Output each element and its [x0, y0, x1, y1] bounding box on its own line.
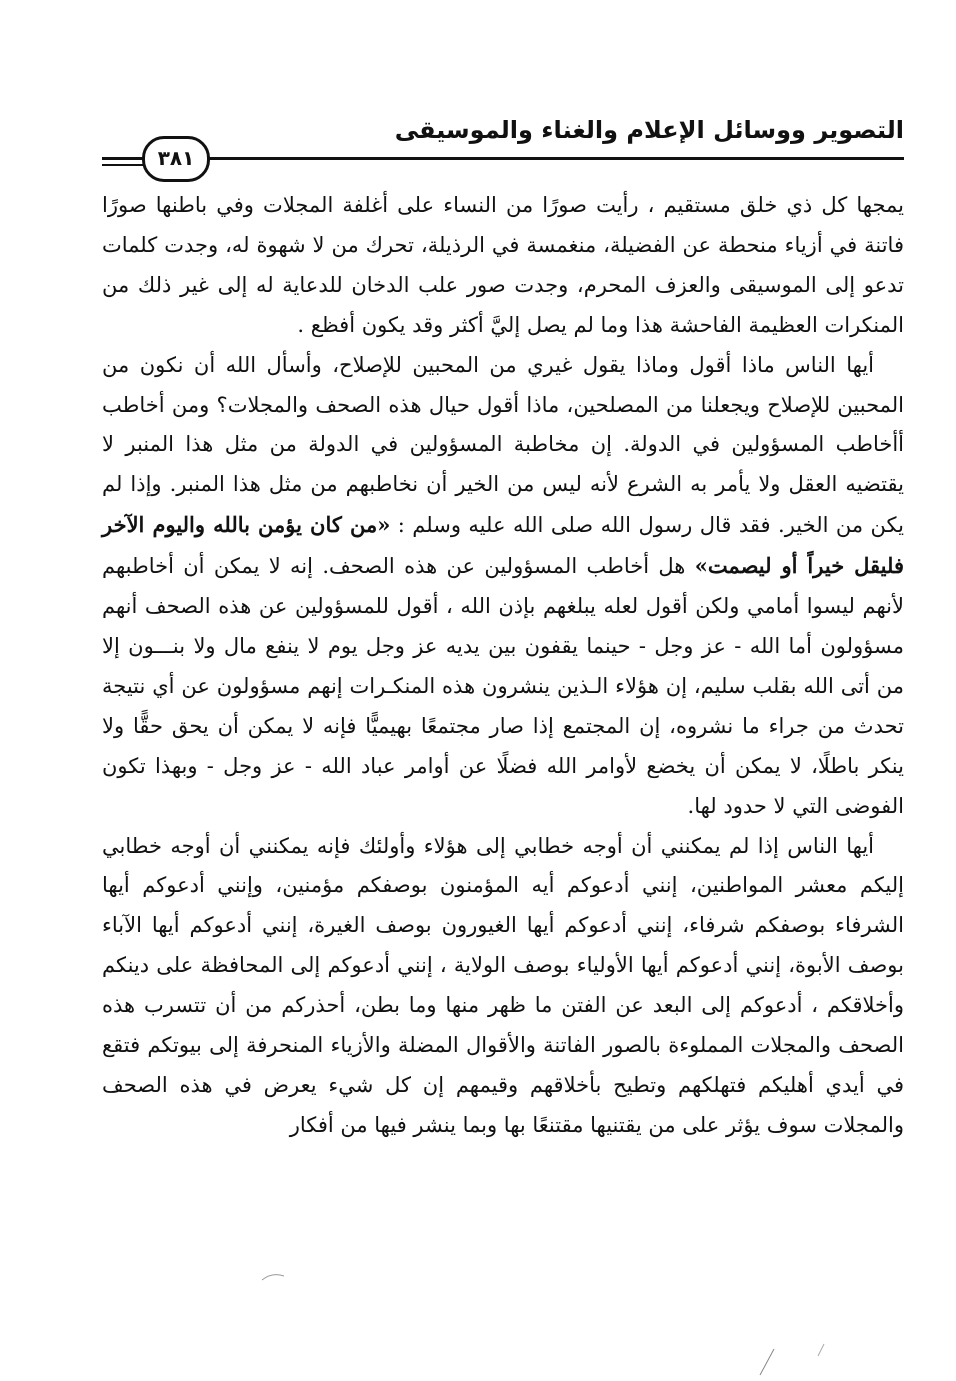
paragraph-1: يمجها كل ذي خلق مستقيم ، رأيت صورًا من النساء على أغلفة المجلات وفي باطنها صورًا فاتنة في أزياء منحطة عن الفضيلة، منغمسة في الرذيلة، تحرك من لا شهوة له، وجدت كلمات تدعو إلى الموسيقى والعزف المحرم، وجدت صور علب الدخان للدعاية له إلى غير ذلك من المنكرات العظيمة الفاحشة هذا وما لم يصل إليَّ أكثر وقد يكون أفظع .	[102, 193, 904, 337]
paragraph-2-intro: أيها الناس ماذا أقول وماذا يقول غيري من المحبين للإصلاح، وأسأل الله أن نكون من المحبين للإصلاح ويجعلنا من المصلحين، ماذا أقول حيال هذه الصحف والمجلات؟ ومن أخاطب أأخاطب المسؤولين في الدولة. إن مخاطبة المسؤولين في الدولة من مثل هذا المنبر لا يقتضيه العقل ولا يأمر به الشرع لأنه ليس من الخير أن نخاطبهم من مثل هذا المنبر. وإذا لم يكن من الخير. فقد قال رسول الله صلى الله عليه وسلم :	[102, 352, 904, 538]
page-number: ٣٨١	[142, 136, 210, 182]
paragraph-3: أيها الناس إذا لم يمكنني أن أوجه خطابي إلى هؤلاء وأولئك فإنه يمكنني أن أوجه خطابي إليكم معشر المواطنين، إنني أدعوكم أيه المؤمنون بوصفكم مؤمنين، وإنني أدعوكم أيها الشرفاء بوصفكم شرفاء، إنني أدعوكم أيها الغيورون بوصف الغيرة، إنني أدعوكم أيها الآباء بوصف الأبوة، إنني أدعوكم أيها الأولياء بوصف الولاية ، إنني أدعوكم إلى المحافظة على دينكم وأخلاقكم ، أدعوكم إلى البعد عن الفتن ما ظهر منها وما بطن، أحذركم من أن تتسرب هذه الصحف والمجلات المملوءة بالصور الفاتنة والأقوال المضلة والأزياء المنحرفة إلى بيوتكم فتقع في أيدي أهليكم فتهلكهم وتطيح بأخلاقهم وقيمهم إن كل شيء يعرض في هذه الصحف والمجلات سوف يؤثر على من يقتنيها مقتنعًا بها وبما ينشر فيها من أفكار	[102, 833, 904, 1137]
paragraph-2-rest: هل أخاطب المسؤولين عن هذه الصحف. إنه لا يمكن أن أخاطبهم لأنهم ليسوا أمامي ولكن أقول لعله يبلغهم بإذن الله ، أقول للمسؤولين عن هذه الصحف أنهم مسؤولون أما الله - عز وجل - حينما يقفون بين يديه عز وجل يوم لا ينفع مال ولا بنـــون إلا من أتى الله بقلب سليم، إن هؤلاء الـذين ينشرون هذه المنكـرات إنهم مسؤولون عن أي نتيجة تحدث من جراء ما نشروه، إن المجتمع إذا صار مجتمعًا بهيميًّا فإنه لا يمكن أن يحق حقًّا ولا ينكر باطلًا، لا يمكن أن يخضع لأوامر الله فضلًا عن أوامر عباد الله - عز وجل - وبهذا تكون الفوضى التي لا حدود لها.	[102, 554, 904, 818]
body-text	[102, 186, 904, 1146]
paragraph-2	[102, 346, 904, 827]
running-title: التصوير ووسائل الإعلام والغناء والموسيقى	[394, 116, 904, 144]
hadith-quote: «من كان يؤمن بالله واليوم الآخر فليقل خيراً أو ليصمت»	[102, 512, 904, 579]
header-rule	[102, 157, 904, 160]
page-header	[102, 112, 904, 174]
